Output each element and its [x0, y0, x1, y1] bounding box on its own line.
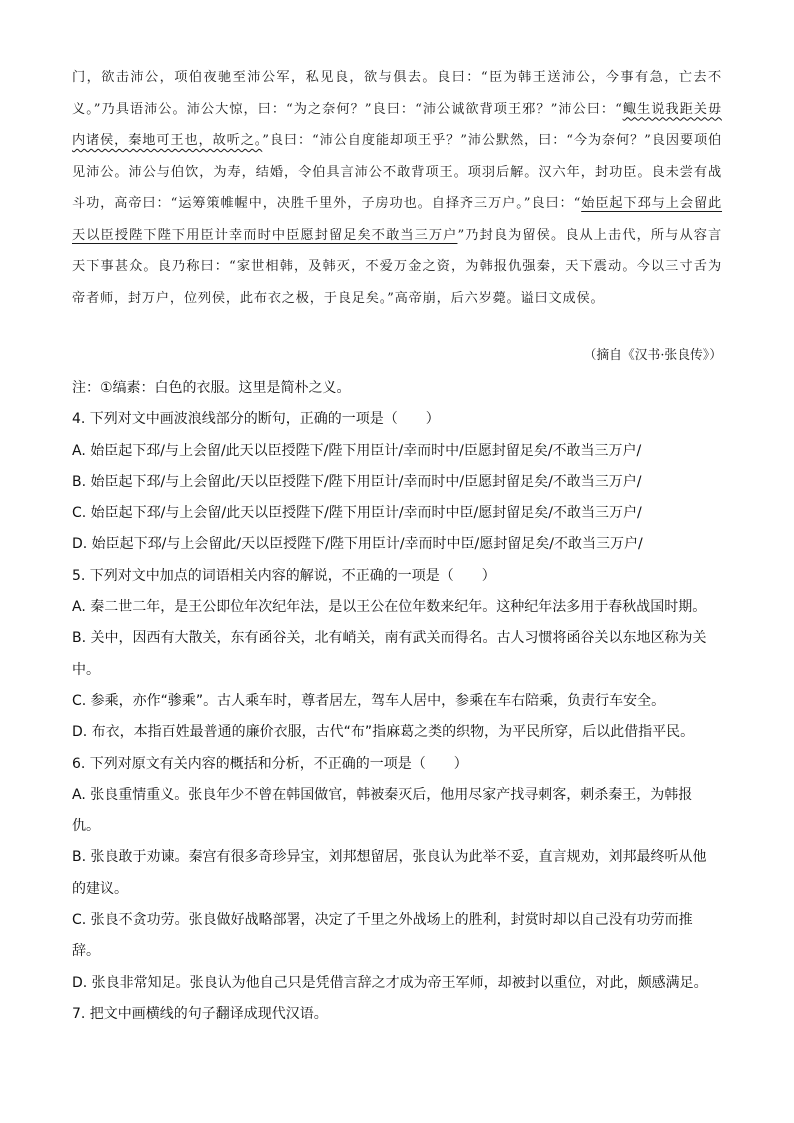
- question-6-option-c-cont: 辞。: [72, 943, 100, 960]
- question-4-option-d: D. 始臣起下邳/与上会留此/天以臣授陛下/陛下用臣计/幸而时中臣/愿封留足矣/不敢当三万户/: [72, 536, 643, 553]
- question-5-option-a: A. 秦二世二年，是王公即位年次纪年法，是以王公在位年数来纪年。这种纪年法多用于春秋战国时期。: [72, 599, 707, 616]
- passage-text: 门，欲击沛公，项伯夜驰至沛公军，私见良，欲与俱去。良曰：“臣为韩王送沛公，今事有急，亡去不义。”乃具语沛公。沛公大惊，曰：“为之奈何？”良曰：“沛公诚欲背项王邪？”沛公曰：“: [72, 70, 722, 117]
- question-4-option-c: C. 始臣起下邳/与上会留/此天以臣授陛下/陛下用臣计/幸而时中臣/愿封留足矣/不敢当三万户/: [72, 505, 642, 522]
- question-5-option-d: D. 布衣，本指百姓最普通的廉价衣服，古代“布”指麻葛之类的织物，为平民所穿，后以此借指平民。: [72, 724, 695, 741]
- source-citation: （摘自《汉书·张良传》）: [583, 348, 722, 363]
- question-6-stem: 6. 下列对原文有关内容的概括和分析，不正确的一项是（ ）: [72, 755, 468, 772]
- question-6-option-b-cont: 的建议。: [72, 880, 128, 897]
- footnote: 注：①缟素：白色的衣服。这里是简朴之义。: [72, 380, 351, 396]
- question-5-stem: 5. 下列对文中加点的词语相关内容的解说，不正确的一项是（ ）: [72, 567, 496, 584]
- question-4-option-b: B. 始臣起下邳/与上会留此/天以臣授陛下/陛下用臣计/幸而时中/臣愿封留足矣/不敢当三万户/: [72, 473, 642, 490]
- underlined-sentence: 始臣起下邳与上会留此天以臣授陛下陛下用臣计幸而时中臣愿封留足矣不敢当三万户: [72, 196, 723, 243]
- wavy-underlined-text: 鲰生说我距关毋内诸侯，秦地可王也，故听之。: [72, 101, 722, 148]
- question-6-option-d: D. 张良非常知足。张良认为他自己只是凭借言辞之才成为帝王军师，却被封以重位，对此，颇感满足。: [72, 974, 708, 991]
- question-5-option-b-cont: 中。: [72, 661, 100, 678]
- question-6-option-b: B. 张良敢于劝谏。秦宫有很多奇珍异宝，刘邦想留居，张良认为此举不妥，直言规劝，刘邦最终听从他: [72, 849, 707, 866]
- passage-text: ”良曰：“沛公自度能却项王乎？”沛公默然，曰：“今为奈何？”良因要项伯见沛公。沛公与伯饮，为寿，结婚，令伯具言沛公不敢背项王。项羽后解。汉六年，封功臣。良未尝有战斗功，高帝曰：“运筹策帷幄中，决胜千里外，子房功也。自择齐三万户。”良曰：: [72, 133, 722, 211]
- questions-section: [72, 373, 722, 1030]
- question-5-option-c: C. 参乘，亦作“骖乘”。古人乘车时，尊者居左，驾车人居中，参乘在车右陪乘，负责行车安全。: [72, 692, 666, 709]
- question-4-option-a: A. 始臣起下邳/与上会留/此天以臣授陛下/陛下用臣计/幸而时中/臣愿封留足矣/不敢当三万户/: [72, 442, 642, 459]
- passage-text: “: [573, 196, 582, 211]
- question-5-option-b: B. 关中，因西有大散关，东有函谷关，北有峭关，南有武关而得名。古人习惯将函谷关以东地区称为关: [72, 630, 707, 647]
- passage-text: ”乃封良为留侯。良从上击代，所与从容言天下事甚众。良乃称曰：“家世相韩，及韩灭，不爱万金之资，为韩报仇强秦，天下震动。今以三寸舌为帝者师，封万户，位列侯，此布衣之极，于良足矣。”高帝崩，后六岁薨。谥曰文成侯。: [72, 227, 722, 306]
- question-6-option-a-cont: 仇。: [72, 818, 100, 835]
- question-7-stem: 7. 把文中画横线的句子翻译成现代汉语。: [72, 1005, 328, 1022]
- question-6-option-c: C. 张良不贪功劳。张良做好战略部署，决定了千里之外战场上的胜利，封赏时却以自己没有功劳而推: [72, 912, 693, 929]
- question-6-option-a: A. 张良重情重义。张良年少不曾在韩国做官，韩被秦灭后，他用尽家产找寻刺客，刺杀秦王，为韩报: [72, 786, 693, 803]
- question-4-stem: 4. 下列对文中画波浪线部分的断句，正确的一项是（ ）: [72, 411, 440, 428]
- classical-passage: [72, 62, 722, 314]
- passage-paragraph: [72, 62, 722, 314]
